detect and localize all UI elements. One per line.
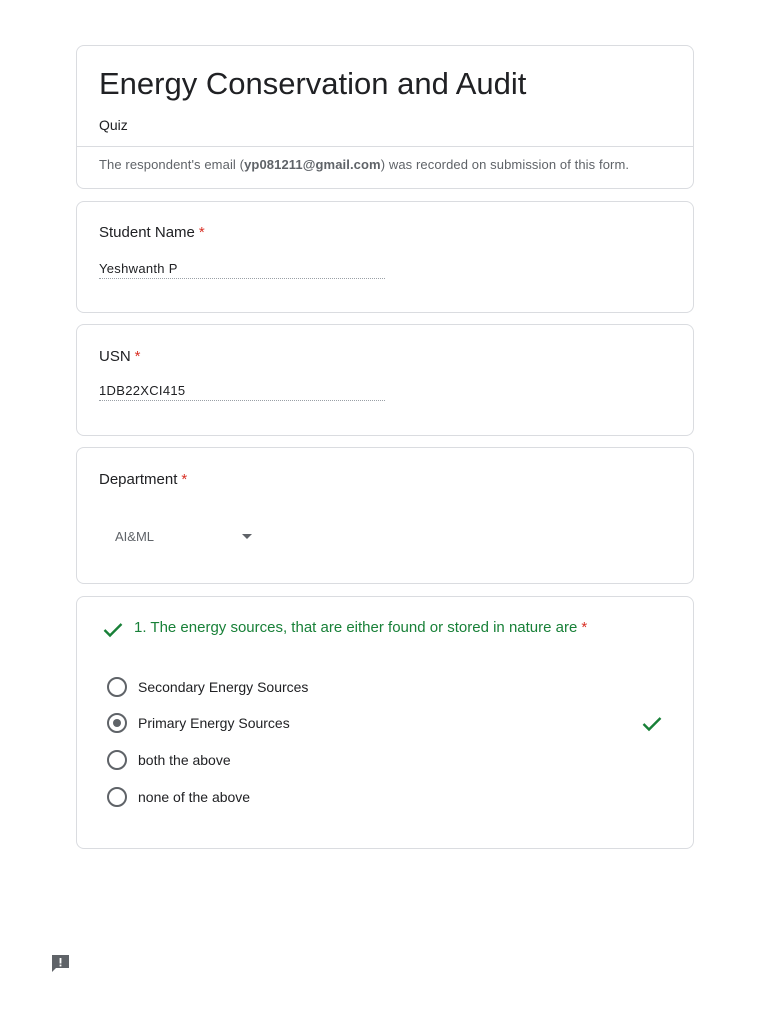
required-asterisk: * [134,348,141,365]
question-title: USN * [99,348,141,365]
usn-answer: 1DB22XCI415 [99,383,385,401]
radio-button-selected[interactable] [107,713,127,733]
question-card-student-name [76,201,694,313]
option-both-the-above[interactable]: both the above [107,749,231,771]
form-subtitle: Quiz [99,117,128,133]
required-asterisk: * [581,619,588,636]
required-asterisk: * [181,471,188,488]
required-asterisk: * [198,224,205,241]
question-card-q1 [76,596,694,849]
question-title: Student Name * [99,224,205,241]
question-card-department [76,447,694,584]
question-title: 1. The energy sources, that are either found or stored in nature are * [134,619,588,636]
email-recorded-note: The respondent's email (yp081211@gmail.com) was recorded on submission of this form. [99,157,630,172]
form-title: Energy Conservation and Audit [99,66,527,101]
form-header-card [76,45,694,189]
check-icon [642,716,662,732]
check-icon [103,622,123,638]
option-secondary-energy-sources[interactable]: Secondary Energy Sources [107,676,308,698]
department-selected-value: AI&ML [115,528,155,544]
header-divider [77,146,693,147]
option-primary-energy-sources[interactable]: Primary Energy Sources [107,712,290,734]
report-feedback-icon[interactable] [50,953,71,974]
question-title: Department * [99,471,188,488]
radio-button[interactable] [107,787,127,807]
question-card-usn [76,324,694,436]
option-none-of-the-above[interactable]: none of the above [107,786,250,808]
respondent-email: yp081211@gmail.com [244,157,381,172]
radio-button[interactable] [107,750,127,770]
student-name-answer: Yeshwanth P [99,261,385,279]
radio-button[interactable] [107,677,127,697]
caret-down-icon [242,534,252,539]
department-dropdown[interactable] [99,518,265,554]
